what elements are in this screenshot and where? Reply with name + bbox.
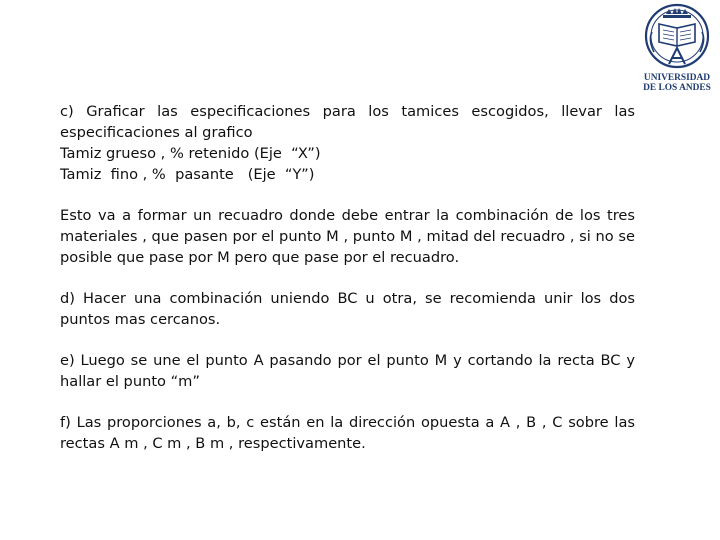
university-logo	[636, 2, 718, 94]
university-name-line1: UNIVERSIDAD	[643, 73, 711, 83]
paragraph-e: e) Luego se une el punto A pasando por el punto M y cortando la recta BC y hallar el punto “m”	[60, 352, 635, 390]
paragraph-c: c) Graficar las especificaciones para los tamices escogidos, llevar las especificaciones al grafico	[60, 103, 635, 141]
tamiz-list	[60, 143, 635, 185]
paragraph-f: f) Las proporciones a, b, c están en la dirección opuesta a A , B , C sobre las rectas A m , C m , B m , respectivamente.	[60, 414, 635, 452]
document-body	[60, 101, 635, 454]
paragraph-d: d) Hacer una combinación uniendo BC u otra, se recomienda unir los dos puntos mas cercanos.	[60, 290, 635, 328]
university-seal-icon	[636, 2, 718, 94]
tamiz-fino-line: Tamiz fino , % pasante (Eje “Y”)	[60, 166, 315, 183]
university-name-line2: DE LOS ANDES	[643, 83, 711, 93]
tamiz-grueso-line: Tamiz grueso , % retenido (Eje “X”)	[60, 145, 321, 162]
paragraph-recuadro: Esto va a formar un recuadro donde debe entrar la combinación de los tres materiales , que pasen por el punto M , punto M , mitad del recuadro , si no se posible que pase por M pero que pase por el recuadro.	[60, 207, 635, 266]
